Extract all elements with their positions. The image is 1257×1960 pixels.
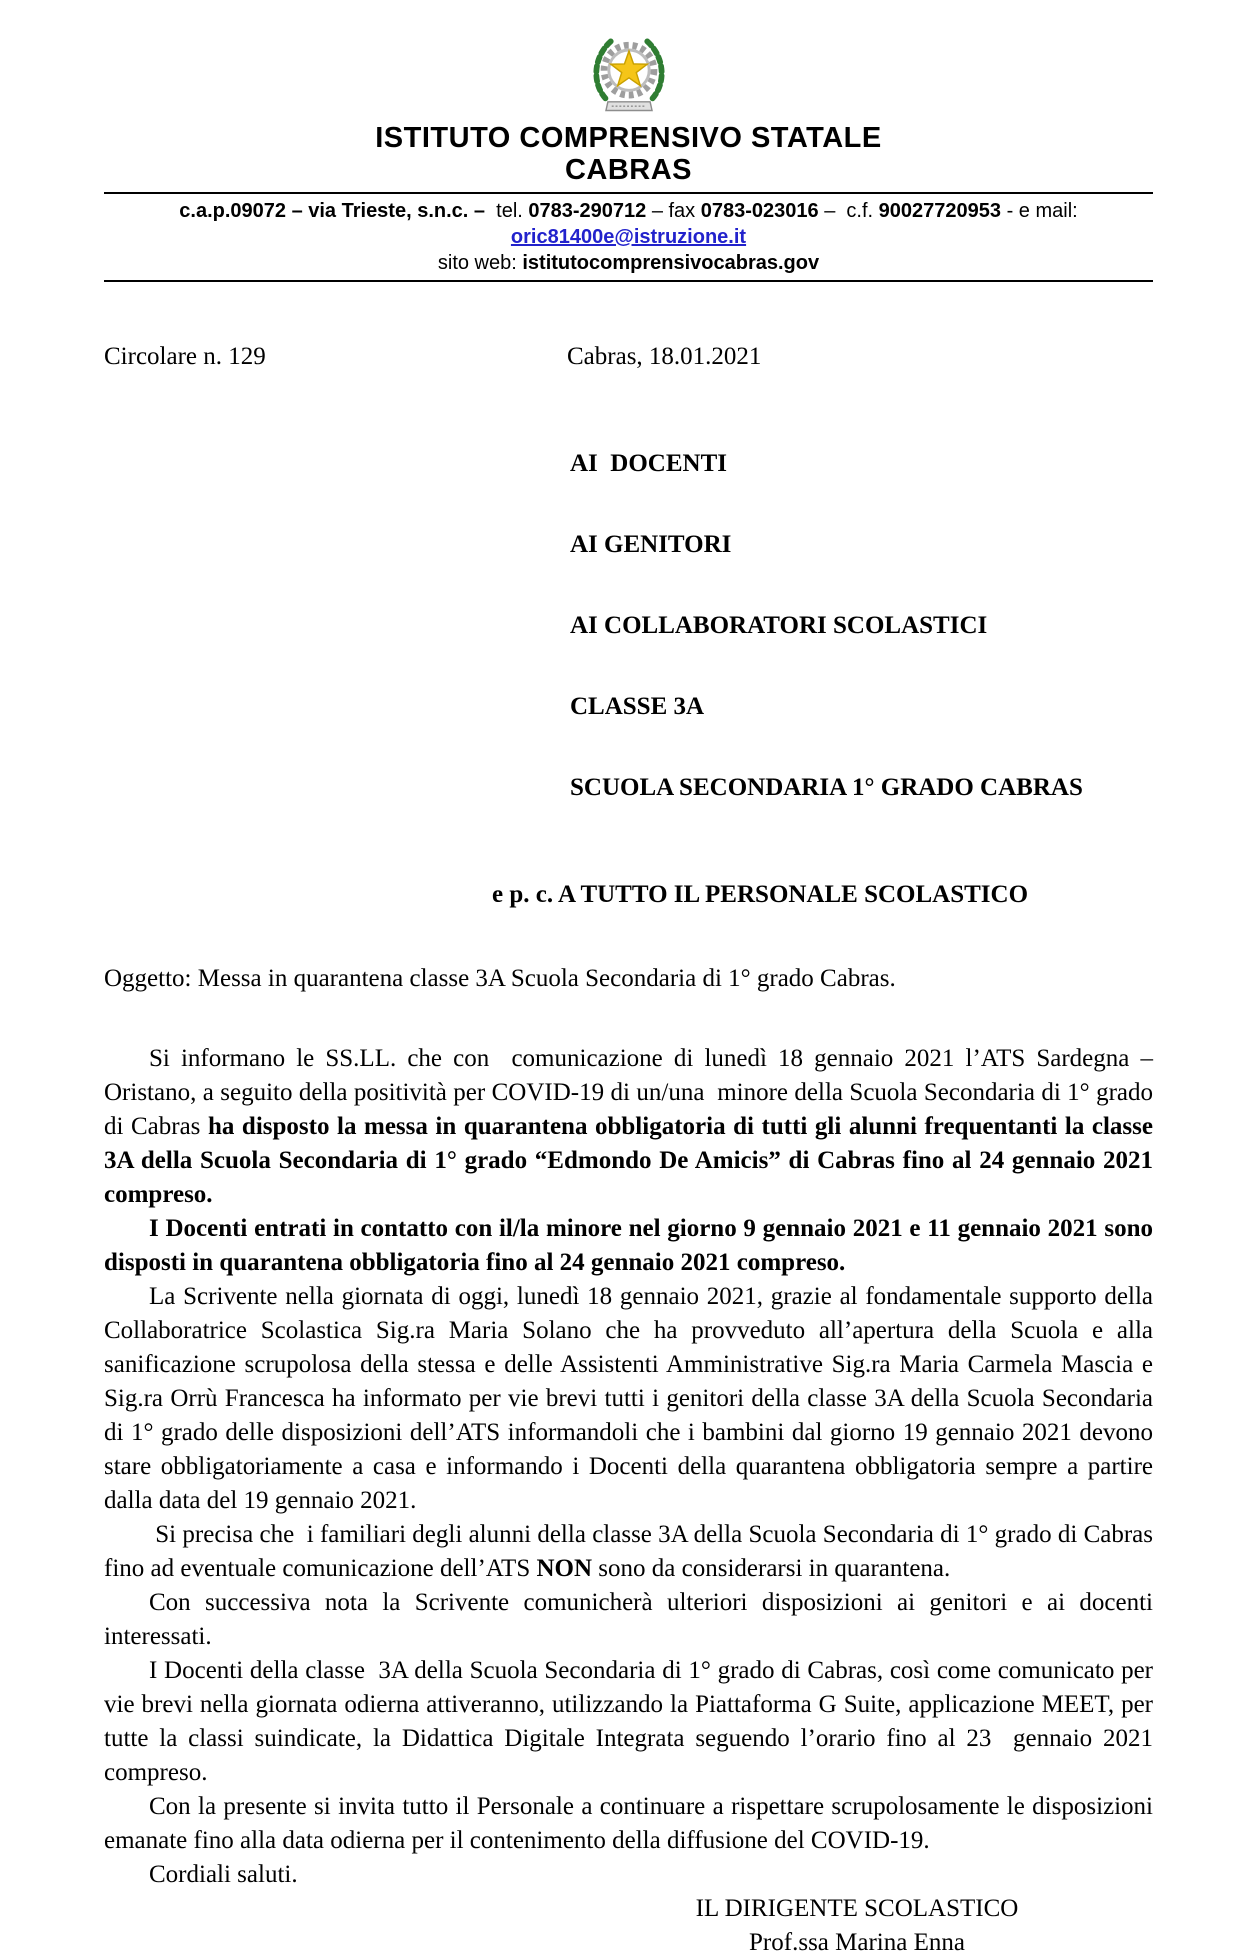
recipient-line: AI COLLABORATORI SCOLASTICI — [570, 612, 988, 639]
cf-number: 90027720953 — [878, 200, 1002, 222]
divider-bottom — [104, 280, 1153, 282]
subject-line: Oggetto: Messa in quarantena classe 3A Scuola Secondaria di 1° grado Cabras. — [104, 965, 896, 992]
paragraph-bold-text: NON — [536, 1555, 593, 1582]
paragraph-text: Con la presente si invita tutto il Personale a continuare a rispettare scrupolosamente le disposizioni emanate fino alla data odierna per il contenimento della diffusione del COVID-19. — [104, 1793, 1160, 1854]
signature-name: Prof.ssa Marina Enna — [749, 1929, 965, 1956]
paragraph — [104, 1790, 1160, 1858]
institute-city: CABRAS — [564, 154, 693, 186]
email-link[interactable]: oric81400e@istruzione.it — [510, 226, 747, 248]
signature-role: IL DIRIGENTE SCOLASTICO — [695, 1895, 1019, 1922]
recipient-line: AI DOCENTI — [570, 450, 727, 477]
email-label: - e mail: — [1001, 200, 1084, 222]
contact-line-1 — [104, 198, 1153, 250]
circular-number: Circolare n. 129 — [104, 343, 266, 370]
paragraph-text: I Docenti della classe 3A della Scuola Secondaria di 1° grado di Cabras, così come comunicato per vie brevi nella giornata odierna attiveranno, utilizzando la Piattaforma G Suite, applicazione MEET, per tutte la classi suindicate, la Didattica Digitale Integrata seguendo l’orario fino al 23 gennaio 2021 compreso. — [104, 1657, 1160, 1786]
recipients-block — [570, 396, 1153, 855]
website-address: istitutocomprensivocabras.gov — [522, 252, 820, 274]
paragraph-bold-text: ha disposto la messa in quarantena obbligatoria di tutti gli alunni frequentanti la classe 3A della Scuola Secondaria di 1° grado “Edmondo De Amicis” di Cabras fino al 24 gennaio 2021 compreso. — [104, 1113, 1160, 1208]
paragraph-text: sono da considerarsi in quarantena. — [592, 1555, 951, 1582]
paragraph-text: Con successiva nota la Scrivente comunicherà ulteriori disposizioni ai genitori e ai docenti interessati. — [104, 1589, 1160, 1650]
recipient-line: SCUOLA SECONDARIA 1° GRADO CABRAS — [570, 774, 1083, 801]
meta-row — [104, 340, 1153, 374]
address-text: c.a.p.09072 – via Trieste, s.n.c. – — [179, 200, 491, 222]
paragraph — [104, 1212, 1160, 1280]
paragraph — [104, 1586, 1160, 1654]
letterhead — [104, 26, 1153, 282]
paragraph — [104, 1858, 1153, 1892]
institute-name: ISTITUTO COMPRENSIVO STATALE — [375, 122, 882, 154]
fax-number: 0783-023016 — [700, 200, 819, 222]
paragraph-text: Cordiali saluti. — [149, 1861, 298, 1888]
paragraph-text: Si precisa che i familiari degli alunni della classe 3A della Scuola Secondaria di 1° grado di Cabras fino ad eventuale comunicazione dell’ATS — [104, 1521, 1160, 1582]
cf-label: – c.f. — [818, 200, 879, 222]
paragraph — [104, 1518, 1160, 1586]
paragraph-text: Si informano le SS.LL. che con comunicazione di lunedì 18 gennaio 2021 l’ATS Sardegna – Oristano, a seguito della positività per COVID-19 di un/una minore della Scuola Secondaria di 1° grado di Cabras — [104, 1045, 1160, 1140]
letter-body — [104, 1042, 1160, 1892]
signature-block — [642, 1892, 1072, 1960]
contact-line-2 — [104, 250, 1153, 276]
recipient-line: AI GENITORI — [570, 531, 732, 558]
tel-number: 0783-290712 — [528, 200, 647, 222]
paragraph — [104, 1280, 1160, 1518]
italy-emblem-icon — [104, 26, 1153, 122]
cc-line: e p. c. A TUTTO IL PERSONALE SCOLASTICO — [492, 881, 1029, 908]
paragraph-bold-text: I Docenti entrati in contatto con il/la minore nel giorno 9 gennaio 2021 e 11 gennaio 2021 sono disposti in quarantena obbligatoria fino al 24 gennaio 2021 compreso. — [104, 1215, 1160, 1276]
paragraph-text: La Scrivente nella giornata di oggi, lunedì 18 gennaio 2021, grazie al fondamentale supporto della Collaboratrice Scolastica Sig.ra Maria Solano che ha provveduto all’apertura della Scuola e alla sanificazione scrupolosa della stessa e delle Assistenti Amministrative Sig.ra Maria Carmela Mascia e Sig.ra Orrù Francesca ha informato per vie brevi tutti i genitori della classe 3A della Scuola Secondaria di 1° grado delle disposizioni dell’ATS informandoli che i bambini dal giorno 19 gennaio 2021 devono stare obbligatoriamente a casa e informando i Docenti della quarantena obbligatoria sempre a partire dalla data del 19 gennaio 2021. — [104, 1283, 1160, 1514]
recipient-line: CLASSE 3A — [570, 693, 705, 720]
tel-label: tel. — [490, 200, 529, 222]
paragraph — [104, 1654, 1160, 1790]
place-date: Cabras, 18.01.2021 — [567, 343, 762, 370]
paragraph — [104, 1042, 1160, 1212]
divider-top — [104, 192, 1153, 194]
website-label: sito web: — [437, 252, 523, 274]
fax-label: – fax — [646, 200, 701, 222]
